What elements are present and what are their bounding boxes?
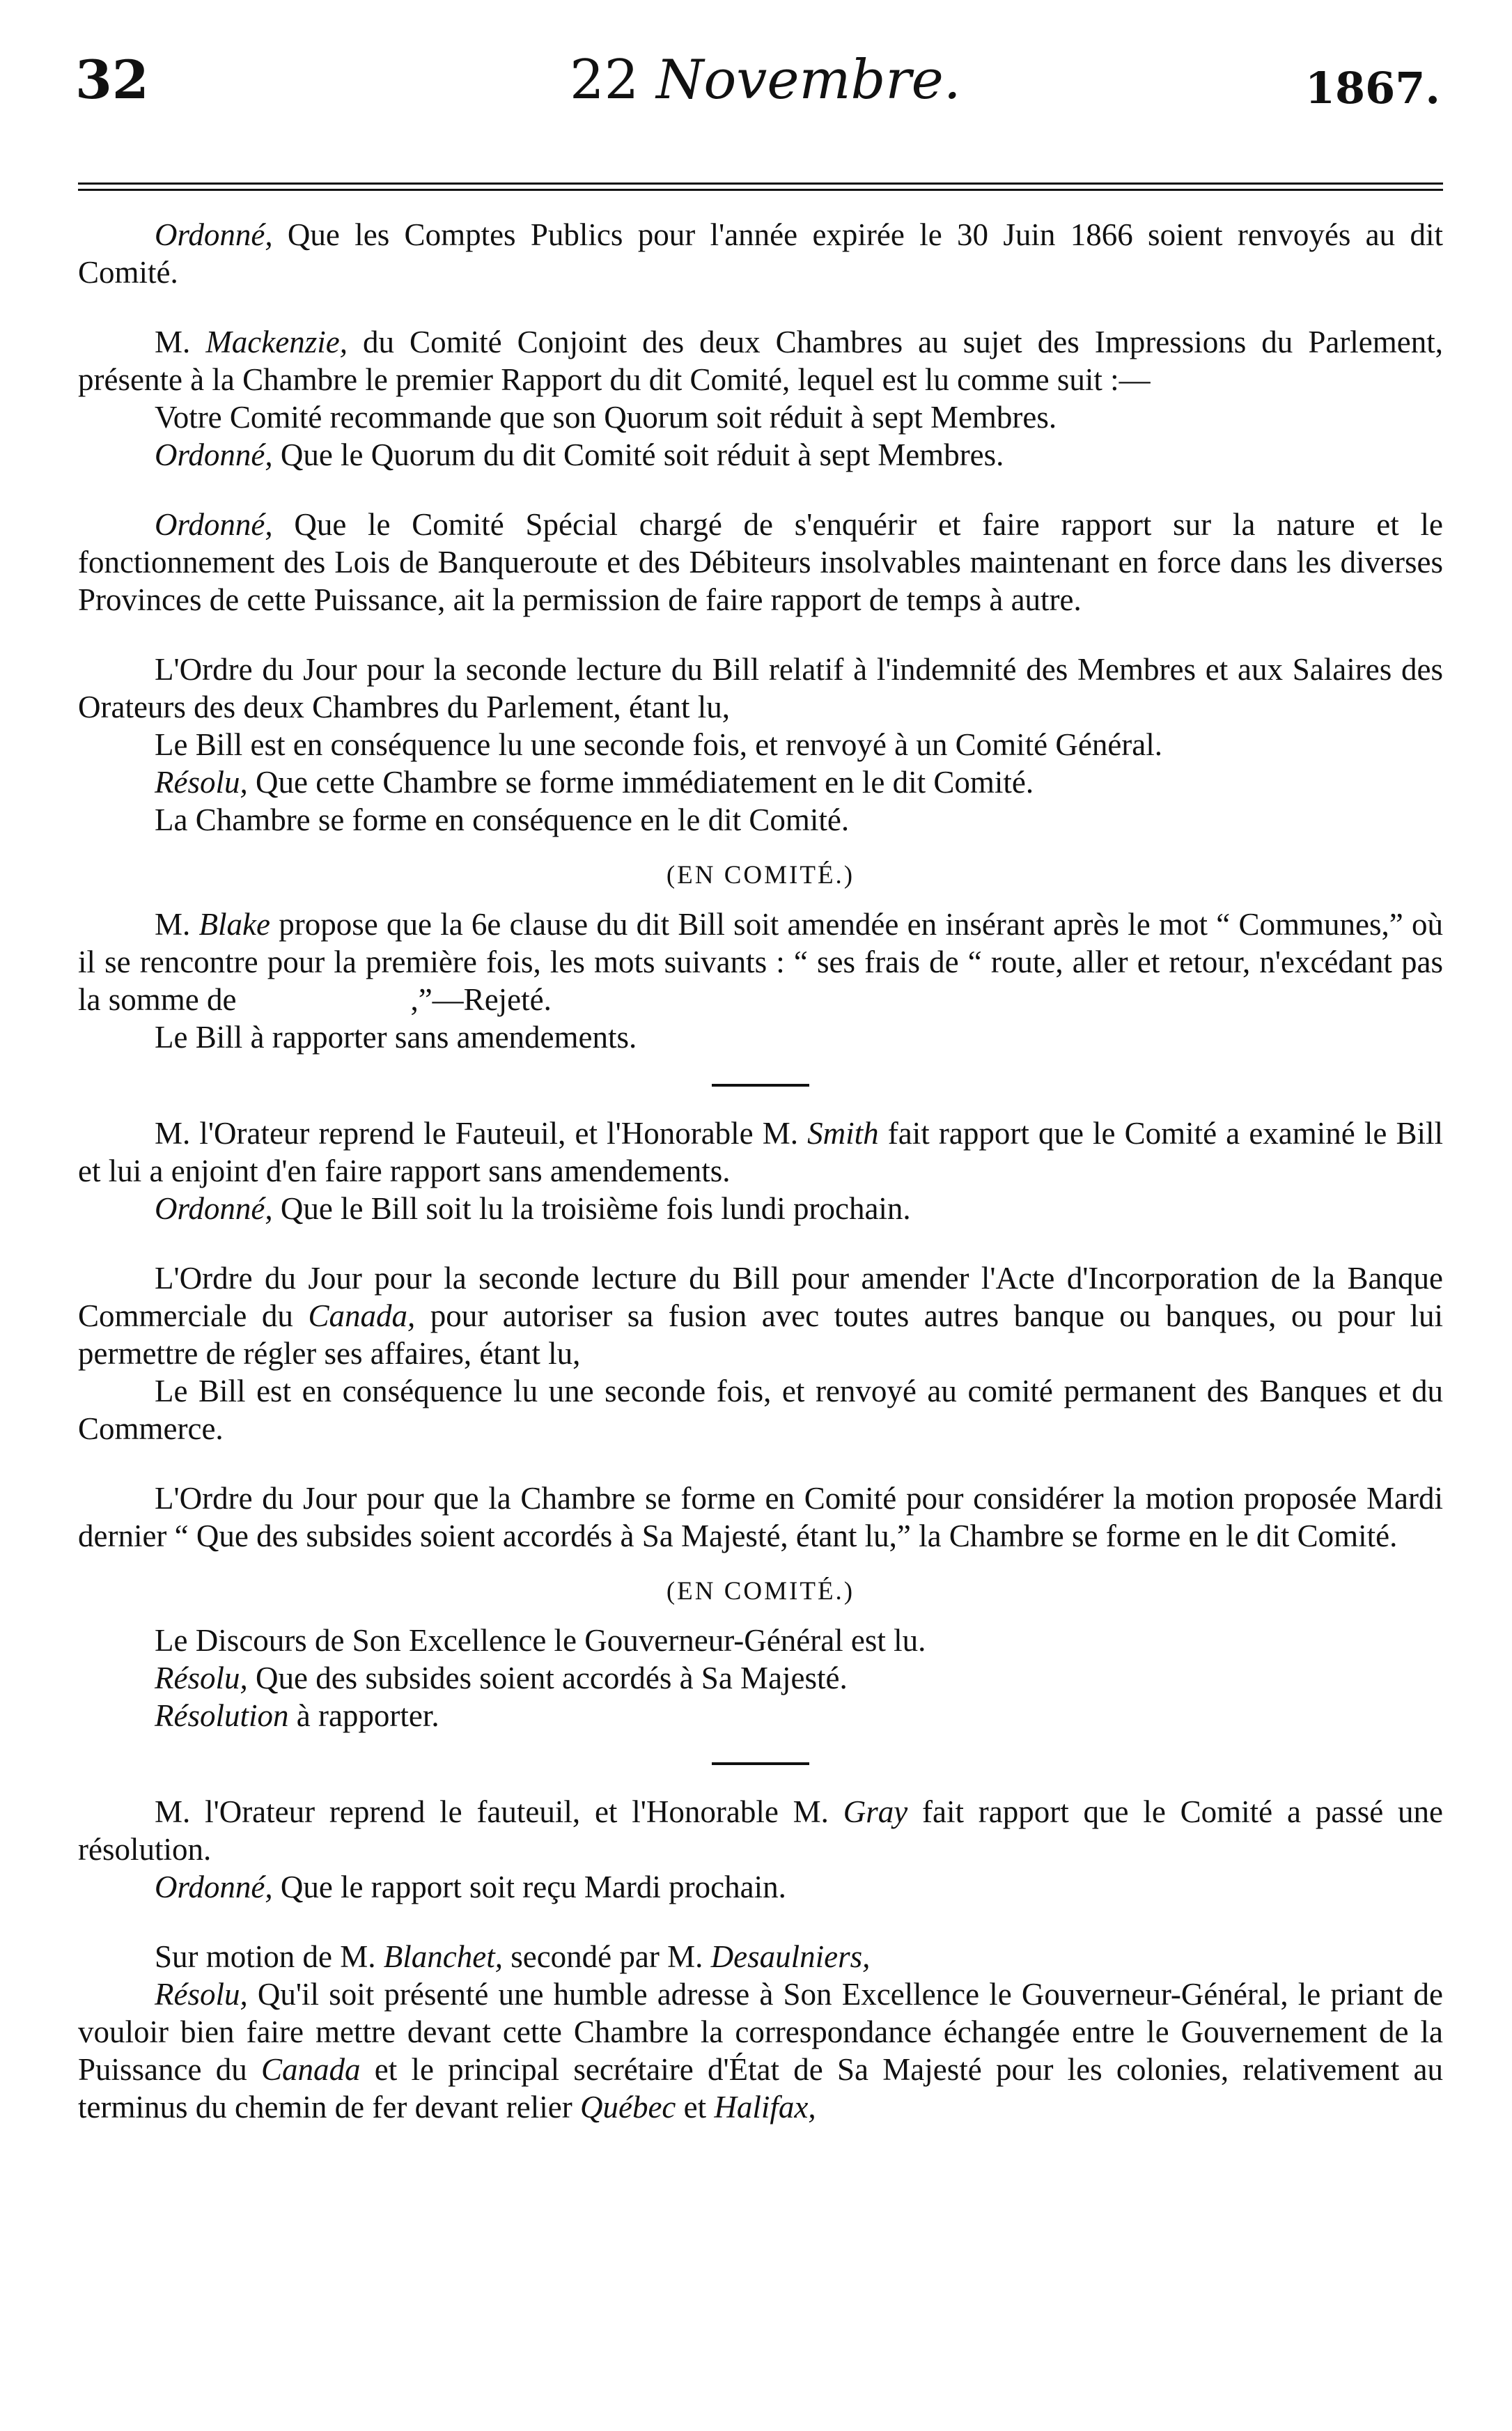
paragraph-text: Le Discours de Son Excellence le Gouverneur-Général est lu. (155, 1623, 926, 1658)
paragraph-quorum-recommendation (78, 398, 1443, 436)
paragraph-mackenzie-report (78, 323, 1443, 398)
person-name-blanchet: Blanchet, (383, 1939, 503, 1974)
paragraph-resolution-rapporter (78, 1697, 1443, 1734)
paragraph-motion-blanchet (78, 1938, 1443, 1975)
paragraph-blake-amendment (78, 906, 1443, 1018)
header-rule-bottom (78, 189, 1443, 191)
paragraph-troisieme-lecture (78, 1190, 1443, 1227)
page-date-month: Novembre. (656, 49, 961, 111)
page-header (75, 49, 1440, 124)
paragraph-prefix: M. (155, 325, 206, 359)
en-comite-heading: (EN COMITÉ.) (666, 861, 855, 890)
paragraph-text: Le Bill est en conséquence lu une seconde fois, et renvoyé à un Comité Général. (155, 727, 1163, 762)
person-name: Blake (198, 907, 270, 942)
paragraph-banqueroute-committee (78, 506, 1443, 619)
ordonne-label: Ordonné, (155, 437, 273, 472)
paragraph-indemnite-bill (78, 651, 1443, 726)
person-name-desaulniers: Desaulniers, (710, 1939, 871, 1974)
page-number: 32 (75, 49, 149, 111)
paragraph-subsides-motion (78, 1479, 1443, 1555)
paragraph-text: fait rapport que le Comité a passé une résolution. (78, 1794, 1443, 1867)
ordonne-label: Ordonné, (155, 1870, 273, 1904)
page-body (78, 216, 1443, 2126)
person-name: Gray (843, 1794, 908, 1829)
place-name-canada: Canada (260, 2052, 361, 2087)
paragraph-text: pour autoriser sa fusion avec toutes autres banque ou banques, ou pour lui permettre de régler ses affaires, étant lu, (78, 1298, 1444, 1371)
paragraph-text: Que les Comptes Publics pour l'année expirée le 30 Juin 1866 soient renvoyés au dit Comité. (78, 217, 1443, 290)
paragraph-prefix: M. l'Orateur reprend le fauteuil, et l'Honorable M. (155, 1794, 843, 1829)
paragraph-comite-permanent (78, 1372, 1443, 1447)
paragraph-bill-sans-amendements (78, 1018, 1443, 1056)
paragraph-chambre-forme (78, 801, 1443, 839)
paragraph-adresse-gouverneur (78, 1975, 1443, 2126)
place-name: Canada, (308, 1298, 416, 1333)
paragraph-gray-report (78, 1793, 1443, 1868)
paragraph-text: Que des subsides soient accordés à Sa Majesté. (247, 1661, 848, 1695)
paragraph-prefix: Sur motion de M. (155, 1939, 384, 1974)
paragraph-text: Que le Comité Spécial chargé de s'enquérir et faire rapport sur la nature et le fonctionnement des Lois de Banqueroute et des Débiteurs insolvables maintenant en force dans les diverses Provinces de cette Puissance, ait la permission de faire rapport de temps à autre. (78, 507, 1443, 617)
place-name-halifax: Halifax, (714, 2090, 816, 2125)
ordonne-label: Ordonné, (155, 507, 273, 542)
header-rule-top (78, 182, 1443, 185)
paragraph-text: fait rapport que le Comité a examiné le Bill et lui a enjoint d'en faire rapport sans amendements. (78, 1116, 1443, 1188)
paragraph-text: Le Bill est en conséquence lu une seconde fois, et renvoyé au comité permanent des Banques et du Commerce. (78, 1374, 1443, 1446)
paragraph-text: Que cette Chambre se forme immédiatement en le dit Comité. (247, 765, 1034, 800)
page-date (570, 49, 961, 111)
paragraph-resolu-subsides (78, 1659, 1443, 1697)
paragraph-text: Que le rapport soit reçu Mardi prochain. (272, 1870, 786, 1904)
section-divider (712, 1084, 809, 1087)
paragraph-text-end: ,”—Rejeté. (410, 982, 552, 1017)
paragraph-text: La Chambre se forme en conséquence en le dit Comité. (155, 802, 850, 837)
paragraph-rapport-recu (78, 1868, 1443, 1906)
en-comite-heading-2: (EN COMITÉ.) (666, 1577, 855, 1606)
ordonne-label: Ordonné, (155, 1191, 273, 1226)
paragraph-text: à rapporter. (288, 1698, 439, 1733)
paragraph-text: propose que la 6e clause du dit Bill soit amendée en insérant après le mot “ Communes,” où il se rencontre pour la première fois, les mots suivants : “ ses frais de “ route, aller et retour, n'excédant pas la somme de (78, 907, 1443, 1017)
page-year: 1867. (1304, 63, 1440, 114)
resolu-label: Résolu, (155, 765, 248, 800)
paragraph-prefix: L'Ordre du Jour pour la seconde lecture du Bill pour amender l'Acte d'Incorporation de la Banque Commerciale du (78, 1261, 1443, 1333)
paragraph-resolu-comite (78, 763, 1443, 801)
resolu-label: Résolu, (155, 1661, 248, 1695)
paragraph-smith-report (78, 1114, 1443, 1190)
paragraph-text-2: et le principal secrétaire d'État de Sa Majesté pour les colonies, relativement au terminus du chemin de fer devant relier (78, 2052, 1443, 2125)
person-name: Mackenzie, (205, 325, 348, 359)
paragraph-text: Que le Bill soit lu la troisième fois lundi prochain. (272, 1191, 911, 1226)
resolution-label: Résolution (155, 1698, 289, 1733)
paragraph-text: Le Bill à rapporter sans amendements. (155, 1020, 637, 1055)
resolu-label: Résolu, (155, 1977, 248, 2012)
paragraph-text: L'Ordre du Jour pour que la Chambre se forme en Comité pour considérer la motion proposée Mardi dernier “ Que des subsides soient accordés à Sa Majesté, étant lu,” la Chambre se forme en le dit Comité. (78, 1481, 1443, 1553)
paragraph-mid: secondé par M. (502, 1939, 711, 1974)
paragraph-prefix: M. (155, 907, 199, 942)
paragraph-mid: et (676, 2090, 715, 2125)
paragraph-discours (78, 1622, 1443, 1659)
person-name: Smith (807, 1116, 879, 1151)
paragraph-text: L'Ordre du Jour pour la seconde lecture du Bill relatif à l'indemnité des Membres et aux Salaires des Orateurs des deux Chambres du Parlement, étant lu, (78, 652, 1443, 724)
page-date-day: 22 (570, 49, 639, 111)
paragraph-text: Votre Comité recommande que son Quorum soit réduit à sept Membres. (155, 400, 1057, 435)
paragraph-comptes-publics (78, 216, 1443, 291)
paragraph-text: du Comité Conjoint des deux Chambres au sujet des Impressions du Parlement, présente à la Chambre le premier Rapport du dit Comité, lequel est lu comme suit :— (78, 325, 1444, 397)
paragraph-text: Qu'il soit présenté une humble adresse à Son Excellence le Gouverneur-Général, le priant de vouloir bien faire mettre devant cette Chambre la correspondance échangée entre le Gouvernement de la Puissance du (78, 1977, 1443, 2087)
ordonne-label: Ordonné, (155, 217, 273, 252)
place-name-quebec: Québec (579, 2090, 676, 2125)
section-divider-2 (712, 1762, 809, 1765)
paragraph-quorum-order (78, 436, 1443, 474)
paragraph-second-reading (78, 726, 1443, 763)
paragraph-text: Que le Quorum du dit Comité soit réduit à sept Membres. (272, 437, 1004, 472)
paragraph-banque-commerciale (78, 1259, 1443, 1372)
paragraph-prefix: M. l'Orateur reprend le Fauteuil, et l'Honorable M. (155, 1116, 808, 1151)
